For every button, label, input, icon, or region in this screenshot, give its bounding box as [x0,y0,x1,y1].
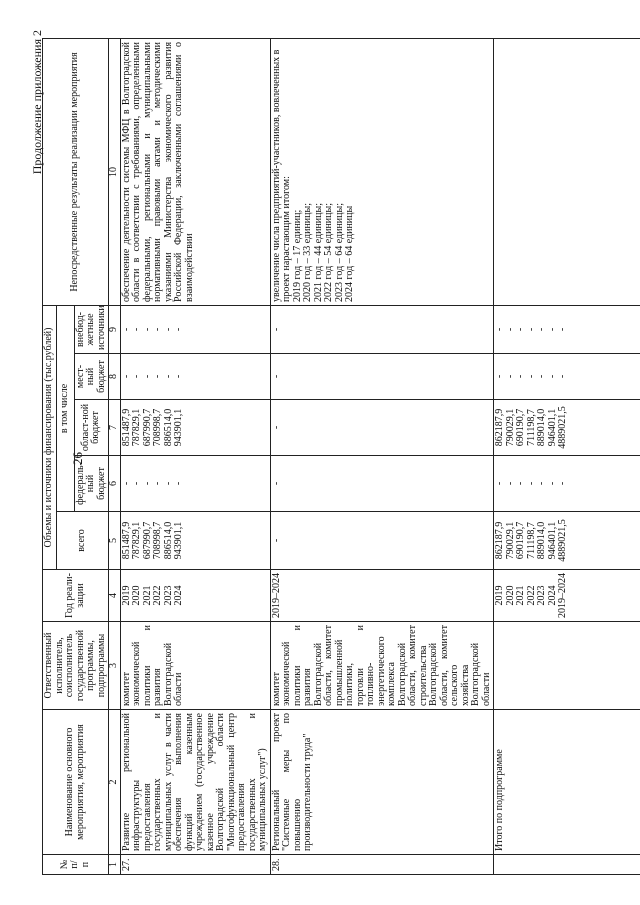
row-regional: - [270,400,494,456]
row-num: 28. [270,855,494,875]
row-federal: - [270,456,494,512]
col-index: 7 [109,400,121,456]
col-index: 6 [109,456,121,512]
header-local: мест-ный бюджет [74,354,109,400]
program-table [42,38,640,875]
row-years: 2019 2020 2021 2022 2023 2024 [120,570,270,622]
table-row [270,38,494,874]
row-extra: - - - - - - - [494,305,640,353]
row-name: Региональный проект "Системные меры по повышению производительности труда" [270,710,494,855]
col-index: 10 [109,38,121,305]
col-index: 5 [109,512,121,570]
row-extra: - - - - - - [120,305,270,353]
row-name: Итого по подпрограмме [494,710,640,855]
appendix-note: Продолжение приложения 2 [30,30,44,175]
row-results: обеспечение деятельности системы МФЦ в Волгоградской области в соответствии с требованиями, определенными федеральными, региональными и муниципальными нормативными правовыми актами и методическими указаниями Министерства экономического развития Российской Федерации, заключенными соглашениями о взаимодействии [120,38,270,305]
table-row [120,38,270,874]
row-executor [494,622,640,710]
row-extra: - [270,305,494,353]
header-executor: Ответственный исполнитель, соисполнитель государственной программы, подпрограммы [43,622,109,710]
header-extra: внебюд-жетные источники [74,305,109,353]
col-index: 4 [109,570,121,622]
row-executor: комитет экономической политики и развития Волгоградской области [120,622,270,710]
row-total: 851487,9 787829,1 687990,7 708998,7 886514,0 943901,1 [120,512,270,570]
col-index: 3 [109,622,121,710]
table-row-total [494,38,640,874]
row-federal: - - - - - - [120,456,270,512]
row-regional: 862187,9 790029,1 690190,7 711198,7 889014,0 946401,1 4889021,5 [494,400,640,456]
row-executor: комитет экономической политики и развития Волгоградской области, комитет промышленной политики, торговли и топливно-энергетического комплекса Волгоградской области, комитет строительства Волгоградской области, комитет сельского хозяйства Волгоградской области [270,622,494,710]
row-total: 862187,9 790029,1 690190,7 711198,7 889014,0 946401,1 4889021,5 [494,512,640,570]
row-local: - - - - - - [120,354,270,400]
row-local: - - - - - - - [494,354,640,400]
row-years: 2019–2024 [270,570,494,622]
row-results [494,38,640,305]
header-funding: Объемы и источники финансирования (тыс.рублей) [43,305,57,569]
col-index: 1 [109,855,121,875]
row-federal: - - - - - - - [494,456,640,512]
col-index: 9 [109,305,121,353]
row-years: 2019 2020 2021 2022 2023 2024 2019–2024 [494,570,640,622]
header-year: Год реали-зации [43,570,109,622]
col-index: 8 [109,354,121,400]
col-index: 2 [109,710,121,855]
header-results: Непосредственные результаты реализации мероприятия [43,38,109,305]
header-total: всего [56,512,109,570]
column-index-row [109,38,121,874]
row-name: Развитие региональной инфраструктуры предоставления государственных и муниципальных услуг в части обеспечения выполнения функций казенным учреждением (государственное казенное учреждение Волгоградской области "Многофункциональный центр предоставления государственных и муниципальных услуг") [120,710,270,855]
page-number: 26 [70,452,85,465]
row-num: 27. [120,855,270,875]
header-federal: федераль-ный бюджет [74,456,109,512]
header-num: № п/п [43,855,109,875]
header-regional: област-ной бюджет [74,400,109,456]
row-regional: 851487,9 787829,1 687990,7 708998,7 886514,0 943901,1 [120,400,270,456]
header-name: Наименование основного мероприятия, мероприятия [43,710,109,855]
row-num [494,855,640,875]
row-total: - [270,512,494,570]
header-incl: в том числе [56,305,74,511]
row-local: - [270,354,494,400]
row-results: увеличение числа предприятий-участников, вовлеченных в проект нарастающим итогом: 2019 год – 17 единиц; 2020 год – 33 единицы; 2021 год – 44 единицы; 2022 год – 54 единицы; 2023 год – 64 единицы; 2024 год – 64 единицы [270,38,494,305]
